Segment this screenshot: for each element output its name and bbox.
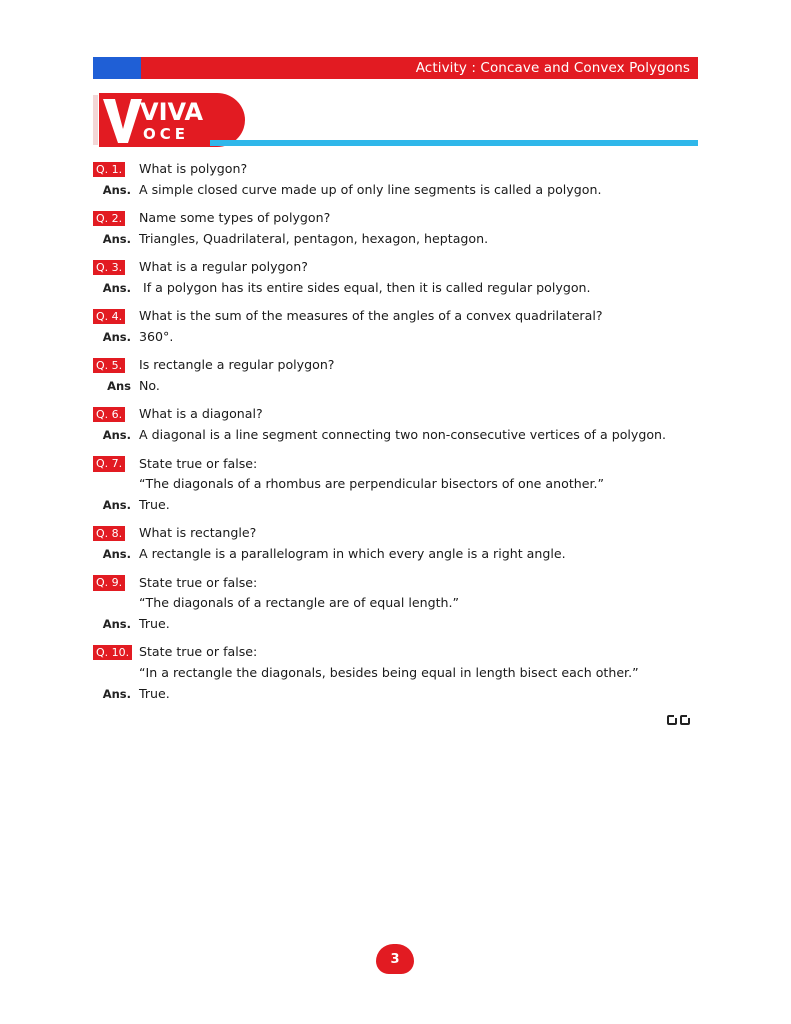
answer-label: Ans.	[102, 428, 131, 443]
answer-text: A rectangle is a parallelogram in which every angle is a right angle.	[139, 546, 566, 562]
answer-text: A simple closed curve made up of only line segments is called a polygon.	[139, 181, 602, 197]
question-row	[93, 663, 703, 684]
qa-item	[93, 642, 703, 704]
question-text: What is polygon?	[139, 161, 248, 176]
answer-row	[93, 376, 703, 397]
question-number-badge: Q. 5.	[93, 358, 125, 374]
question-text: State true or false:	[139, 644, 258, 660]
answer-text: True.	[139, 616, 170, 632]
question-row	[93, 454, 703, 475]
question-row	[93, 159, 703, 180]
answer-label: Ans	[107, 379, 131, 394]
answer-row	[93, 278, 703, 299]
logo-text-oce: OCE	[143, 125, 190, 143]
question-row	[93, 208, 703, 229]
question-text: What is rectangle?	[139, 525, 257, 541]
answer-label: Ans.	[102, 687, 131, 702]
header-title: Activity : Concave and Convex Polygons	[415, 60, 690, 76]
question-number-badge: Q. 9.	[93, 575, 125, 591]
question-text: Name some types of polygon?	[139, 210, 331, 226]
qa-item	[93, 454, 703, 516]
answer-label: Ans.	[102, 280, 131, 295]
question-text: Is rectangle a regular polygon?	[139, 357, 335, 373]
header-blue-block	[93, 57, 141, 79]
qa-item	[93, 404, 703, 446]
question-text: “The diagonals of a rectangle are of equal length.”	[139, 595, 460, 611]
question-text: “The diagonals of a rhombus are perpendicular bisectors of one another.”	[139, 476, 605, 492]
answer-label: Ans.	[102, 182, 131, 197]
question-text: What is a diagonal?	[139, 406, 263, 422]
answer-text: True.	[139, 497, 170, 513]
qa-item	[93, 306, 703, 348]
question-row	[93, 257, 703, 278]
question-number-badge: Q. 1.	[93, 162, 125, 178]
question-row	[93, 306, 703, 327]
question-row	[93, 573, 703, 594]
logo-text-viva: VIVA	[140, 98, 204, 126]
qa-item	[93, 208, 703, 250]
answer-text: A diagonal is a line segment connecting two non-consecutive vertices of a polygon.	[139, 427, 667, 443]
question-number-badge: Q. 10.	[93, 645, 132, 661]
answer-row	[93, 614, 703, 635]
question-text: What is a regular polygon?	[139, 259, 308, 275]
qa-item	[93, 355, 703, 397]
answer-label: Ans.	[102, 617, 131, 632]
question-text: State true or false:	[139, 574, 258, 590]
question-row	[93, 593, 703, 614]
answer-text: Triangles, Quadrilateral, pentagon, hexagon, heptagon.	[139, 230, 489, 246]
answer-text: 360°.	[139, 329, 174, 345]
answer-label: Ans.	[102, 231, 131, 246]
question-row	[93, 642, 703, 663]
question-number-badge: Q. 3.	[93, 260, 125, 276]
question-number-badge: Q. 2.	[93, 211, 125, 227]
header-bar	[93, 57, 698, 79]
qa-item	[93, 573, 703, 635]
answer-text: If a polygon has its entire sides equal, then it is called regular polygon.	[139, 279, 591, 295]
question-text: What is the sum of the measures of the angles of a convex quadrilateral?	[139, 308, 603, 324]
question-row	[93, 474, 703, 495]
answer-row	[93, 495, 703, 516]
qa-item	[93, 523, 703, 565]
answer-row	[93, 684, 703, 705]
question-number-badge: Q. 6.	[93, 407, 125, 423]
answer-row	[93, 544, 703, 565]
answer-text: True.	[139, 686, 170, 702]
qa-item	[93, 159, 703, 201]
answer-label: Ans.	[102, 547, 131, 562]
header-red-block	[141, 57, 698, 79]
question-row	[93, 404, 703, 425]
viva-voce-logo	[93, 93, 245, 147]
question-number-badge: Q. 4.	[93, 309, 125, 325]
answer-label: Ans.	[102, 498, 131, 513]
answer-row	[93, 425, 703, 446]
end-of-section-icon	[667, 715, 690, 725]
question-number-badge: Q. 7.	[93, 456, 125, 472]
answer-row	[93, 327, 703, 348]
answer-row	[93, 229, 703, 250]
answer-text: No.	[139, 378, 160, 394]
question-number-badge: Q. 8.	[93, 526, 125, 542]
qa-item	[93, 257, 703, 299]
question-text: State true or false:	[139, 455, 258, 471]
question-text: “In a rectangle the diagonals, besides being equal in length bisect each other.”	[139, 665, 639, 681]
question-row	[93, 355, 703, 376]
answer-row	[93, 180, 703, 201]
question-row	[93, 523, 703, 544]
page-number: 3	[376, 944, 414, 974]
answer-label: Ans.	[102, 330, 131, 345]
qa-list	[93, 159, 703, 712]
cyan-divider	[210, 140, 698, 146]
